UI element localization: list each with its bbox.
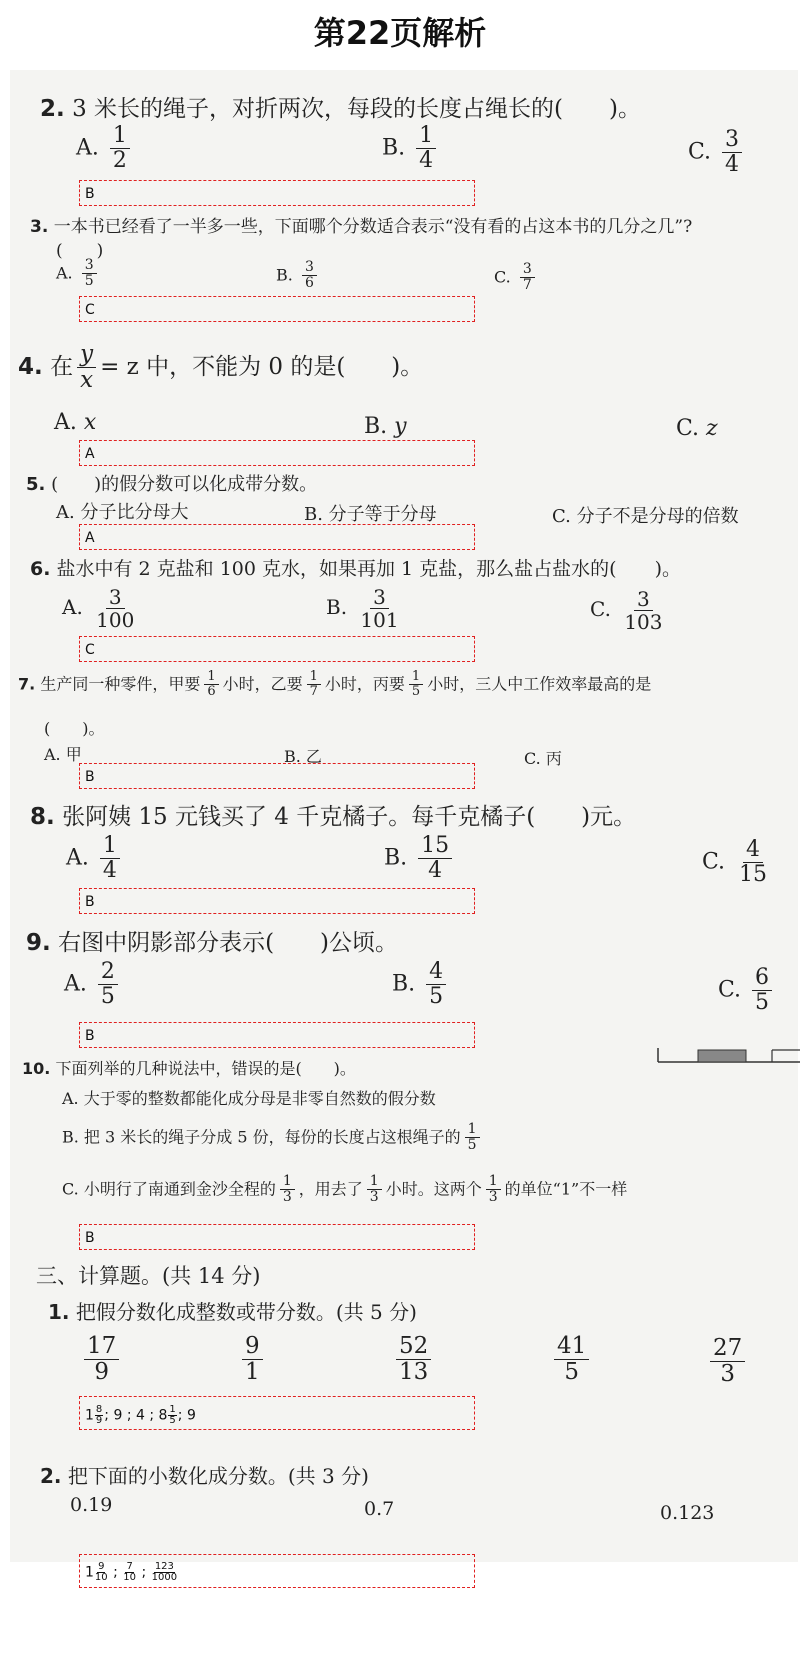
fraction: $\frac{2}{5}$ <box>98 960 118 1009</box>
option-c: C. $\frac{3}{4}$ <box>688 128 746 177</box>
fraction: $\frac{1}{4}$ <box>100 834 120 883</box>
question-number: 7. <box>18 674 36 694</box>
answer-box: C <box>79 636 475 662</box>
option-c: C. $\frac{3}{7}$ <box>494 262 539 294</box>
question-6 <box>30 554 681 581</box>
option-c: C. z <box>676 416 718 441</box>
question-text: ( )的假分数可以化成带分数。 <box>51 474 318 495</box>
option-b: B. $\frac{3}{101}$ <box>326 586 406 631</box>
fraction: $\frac{1}{4}$ <box>416 124 436 173</box>
answer-box: A <box>79 524 475 550</box>
decimal-item: 0.7 <box>364 1498 395 1520</box>
option-c: C. 丙 <box>524 749 562 768</box>
option-b: B. y <box>364 414 407 439</box>
option-a: A. 大于零的整数都能化成分母是非零自然数的假分数 <box>62 1089 436 1108</box>
question-text: 把下面的小数化成分数。(共 3 分) <box>67 1464 369 1488</box>
answer-box: B <box>79 1224 475 1250</box>
option-a: A. 分子比分母大 <box>56 502 189 523</box>
question-number: 4. <box>18 353 43 380</box>
question-number: 5. <box>26 474 46 495</box>
option-b: B. 把 3 米长的绳子分成 5 份，每份的长度占这根绳子的 $\frac{1}{5}$ <box>62 1122 484 1154</box>
option-c: C. $\frac{6}{5}$ <box>718 966 776 1015</box>
answer-box: 1 $\frac{9}{10}$ ; $\frac{7}{10}$ ; $\frac{123}{1000}$ <box>79 1554 475 1588</box>
question-text: 3 米长的绳子，对折两次，每段的长度占绳长的( )。 <box>72 96 641 122</box>
option-a: A. $\frac{1}{2}$ <box>76 124 134 173</box>
fraction: $\frac{1}{5}$ <box>465 1122 480 1154</box>
fraction: $\frac{1}{3}$ <box>486 1174 501 1206</box>
fraction-item: $\frac{41}{5}$ <box>550 1334 593 1386</box>
question-3 <box>30 212 692 237</box>
fraction: $\frac{4}{15}$ <box>739 837 768 888</box>
calc-question-2 <box>40 1460 369 1489</box>
option-a: A. $\frac{2}{5}$ <box>64 960 122 1009</box>
fraction: $\frac{1}{6}$ <box>204 670 218 700</box>
question-number: 2. <box>40 96 65 122</box>
option-c: C. $\frac{3}{103}$ <box>590 588 670 633</box>
question-text: 张阿姨 15 元钱买了 4 千克橘子。每千克橘子( )元。 <box>62 804 637 830</box>
fraction: $\frac{15}{4}$ <box>418 834 452 883</box>
fraction-item: $\frac{17}{9}$ <box>80 1334 123 1386</box>
question-7: 7. 生产同一种零件，甲要 $\frac{1}{6}$ 小时，乙要 $\frac{1}{7}$ 小时，丙要 $\frac{1}{5}$ 小时，三人中工作效率最高的是 <box>18 669 652 700</box>
question-number: 3. <box>30 217 49 237</box>
option-b: B. $\frac{15}{4}$ <box>384 834 456 883</box>
fraction-item: $\frac{52}{13}$ <box>392 1334 435 1386</box>
answer-box: A <box>79 440 475 466</box>
decimal-item: 0.123 <box>660 1502 715 1524</box>
fraction: $\frac{3}{7}$ <box>520 262 535 294</box>
option-b: B. $\frac{1}{4}$ <box>382 124 440 173</box>
option-a: A. $\frac{1}{4}$ <box>66 834 124 883</box>
answer-box: B <box>79 1022 475 1048</box>
answer-box: B <box>79 180 475 206</box>
question-4: 4. 在 $\frac{y}{x}$ = z 中，不能为 0 的是( )。 <box>18 341 424 394</box>
option-b: B. $\frac{4}{5}$ <box>392 960 450 1009</box>
answer-box: C <box>79 296 475 322</box>
question-number: 10. <box>22 1059 51 1078</box>
fraction: $\frac{3}{103}$ <box>624 587 663 634</box>
question-2 <box>40 90 641 123</box>
option-b: B. $\frac{3}{6}$ <box>276 260 321 292</box>
fraction: $\frac{3}{100}$ <box>96 585 135 632</box>
fraction: $\frac{1}{7}$ <box>307 670 321 700</box>
question-text: 右图中阴影部分表示( )公顷。 <box>58 930 399 956</box>
fraction: $\frac{3}{101}$ <box>360 585 399 632</box>
fraction-item: $\frac{9}{1}$ <box>238 1334 267 1386</box>
option-c: C. $\frac{4}{15}$ <box>702 838 774 887</box>
question-10 <box>22 1056 356 1079</box>
page-title: 第22页解析 <box>313 14 487 52</box>
decimal-item: 0.19 <box>70 1494 113 1516</box>
fraction: $\frac{3}{5}$ <box>82 258 97 290</box>
option-a: A. 甲 <box>44 745 82 764</box>
fraction: $\frac{3}{4}$ <box>722 128 742 177</box>
question-3-blank: ( ) <box>56 241 104 261</box>
question-text: 把假分数化成整数或带分数。(共 5 分) <box>75 1300 417 1324</box>
question-number: 6. <box>30 558 51 580</box>
option-b: B. 乙 <box>284 747 322 766</box>
question-text: 下面列举的几种说法中，错误的是( )。 <box>55 1059 356 1078</box>
fraction: $\frac{1}{2}$ <box>110 124 130 173</box>
shaded-area-figure <box>656 1048 800 1068</box>
option-a: A. x <box>54 410 97 435</box>
question-number: 8. <box>30 804 55 830</box>
option-c: C. 小明行了南通到金沙全程的 $\frac{1}{3}$ ，用去了 $\frac{1}{3}$ 小时。这两个 $\frac{1}{3}$ 的单位“1”不一样 <box>62 1173 628 1206</box>
fraction: $\frac{3}{6}$ <box>302 260 317 292</box>
question-number: 2. <box>40 1464 62 1488</box>
option-a: A. $\frac{3}{5}$ <box>56 258 101 290</box>
question-text: = z 中，不能为 0 的是( )。 <box>100 353 424 380</box>
question-number: 9. <box>26 930 51 956</box>
fraction: $\frac{1}{5}$ <box>409 670 423 700</box>
section-heading: 三、计算题。(共 14 分) <box>36 1264 261 1288</box>
answer-box: B <box>79 888 475 914</box>
question-text: 一本书已经看了一半多一些，下面哪个分数适合表示“没有看的占这本书的几分之几”? <box>53 217 693 237</box>
question-number: 1. <box>48 1300 70 1324</box>
option-c: C. 分子不是分母的倍数 <box>552 506 739 527</box>
fraction-item: $\frac{27}{3}$ <box>706 1336 749 1388</box>
calc-question-1 <box>48 1296 417 1325</box>
question-text: 盐水中有 2 克盐和 100 克水，如果再加 1 克盐，那么盐占盐水的( )。 <box>56 558 682 580</box>
fraction: $\frac{1}{3}$ <box>367 1174 382 1206</box>
question-7-blank: ( )。 <box>44 719 105 738</box>
option-a: A. $\frac{3}{100}$ <box>62 586 141 631</box>
question-8 <box>30 798 636 831</box>
answer-box: 1 $\frac{8}{9}$ ; 9 ; 4 ; 8 $\frac{1}{5}$ ; 9 <box>79 1396 475 1430</box>
answer-box: B <box>79 763 475 789</box>
fraction: $\frac{y}{x}$ <box>77 342 96 394</box>
question-9 <box>26 924 398 957</box>
option-b: B. 分子等于分母 <box>304 504 437 525</box>
fraction: $\frac{1}{3}$ <box>280 1174 295 1206</box>
fraction: $\frac{6}{5}$ <box>752 966 772 1015</box>
question-5 <box>26 470 317 496</box>
fraction: $\frac{4}{5}$ <box>426 960 446 1009</box>
